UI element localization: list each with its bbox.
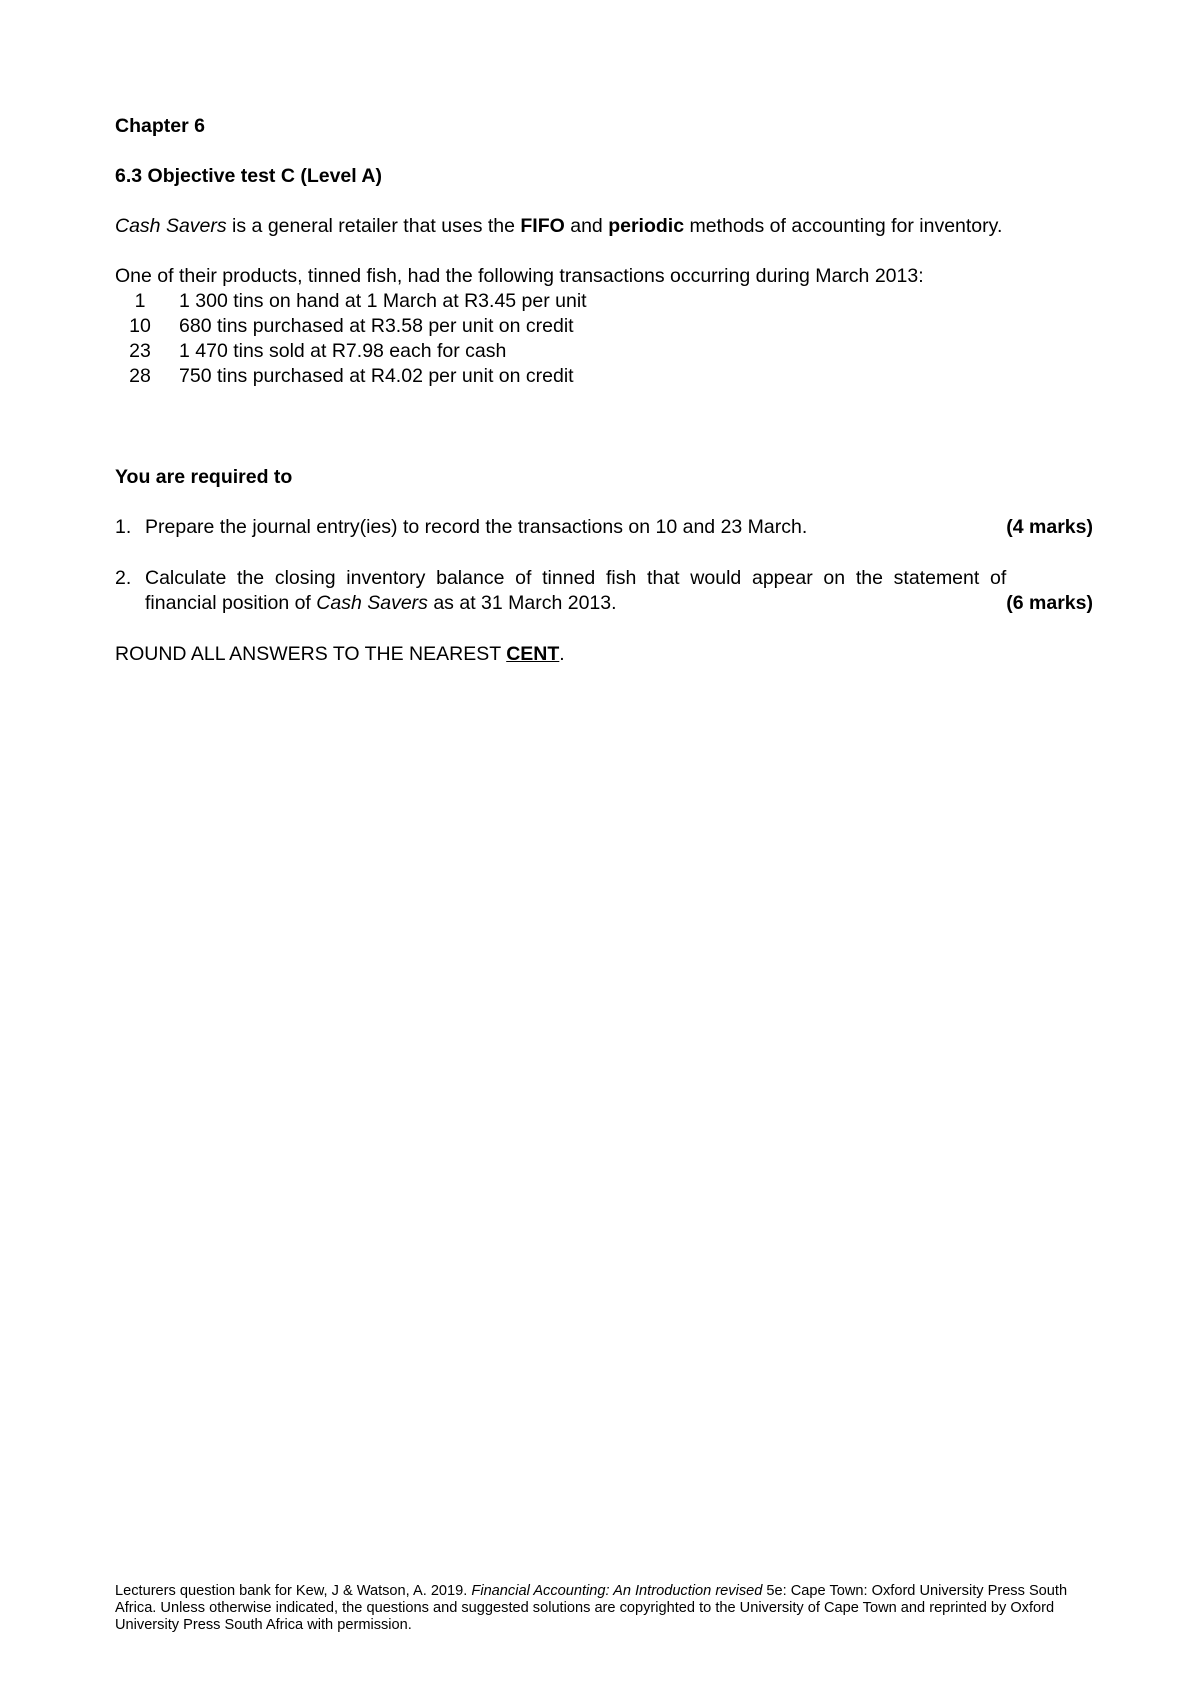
rounding-text: ROUND ALL ANSWERS TO THE NEAREST — [115, 643, 507, 665]
transaction-day: 10 — [129, 315, 151, 337]
company-name: Cash Savers — [115, 215, 227, 237]
chapter-heading: Chapter 6 — [115, 115, 205, 137]
section-title: 6.3 Objective test C (Level A) — [115, 165, 382, 187]
footer-text-2: 5e: Cape Town: Oxford University Press South Africa. Unless otherwise indicated, the questions and suggested solutions are copyrighted to the University of Cape Town and reprinted by Oxford University Press South Africa with permission. — [115, 1583, 1068, 1633]
footer-book-title: Financial Accounting: An Introduction revised — [471, 1583, 763, 1599]
transaction-row — [115, 289, 1093, 314]
transaction-day: 23 — [129, 340, 151, 362]
page-footer — [115, 1583, 1090, 1634]
transaction-text: 680 tins purchased at R3.58 per unit on credit — [179, 315, 574, 337]
task-number: 1. — [115, 516, 132, 538]
task-line — [145, 566, 1093, 616]
task-number: 2. — [115, 567, 132, 589]
intro-paragraph — [115, 214, 1093, 239]
rounding-note — [115, 642, 1093, 667]
required-heading: You are required to — [115, 466, 293, 488]
transaction-text: 1 300 tins on hand at 1 March at R3.45 per unit — [179, 290, 587, 312]
transactions-list — [115, 289, 1093, 389]
task-text — [145, 566, 1006, 616]
transaction-day: 28 — [129, 365, 151, 387]
task-marks: (4 marks) — [1006, 516, 1093, 538]
transaction-row — [115, 364, 1093, 389]
task-body — [145, 515, 1093, 540]
task-text-a: Calculate the closing inventory balance of tinned fish that would appear on the statement of financial position of — [145, 567, 1007, 614]
transaction-text: 750 tins purchased at R4.02 per unit on credit — [179, 365, 574, 387]
task-line — [145, 515, 1093, 540]
transaction-row — [115, 339, 1093, 364]
company-name: Cash Savers — [316, 592, 428, 614]
document-content — [115, 114, 1093, 667]
transactions-intro: One of their products, tinned fish, had the following transactions occurring during March 2013: — [115, 265, 924, 287]
intro-text-1: is a general retailer that uses the — [226, 215, 521, 237]
task-1 — [115, 515, 1093, 540]
task-2 — [115, 566, 1093, 616]
task-marks: (6 marks) — [1006, 592, 1093, 614]
fifo-term: FIFO — [520, 215, 565, 237]
intro-text-3: methods of accounting for inventory. — [684, 215, 1003, 237]
task-body — [145, 566, 1093, 616]
transaction-row — [115, 314, 1093, 339]
transaction-day: 1 — [134, 290, 146, 312]
periodic-term: periodic — [608, 215, 685, 237]
footer-text-1: Lecturers question bank for Kew, J & Watson, A. 2019. — [115, 1583, 472, 1599]
task-text: Prepare the journal entry(ies) to record the transactions on 10 and 23 March. — [145, 516, 808, 538]
rounding-end: . — [559, 643, 565, 665]
intro-text-2: and — [564, 215, 609, 237]
transaction-text: 1 470 tins sold at R7.98 each for cash — [179, 340, 507, 362]
task-text-b: as at 31 March 2013. — [427, 592, 617, 614]
rounding-emphasis: CENT — [506, 643, 560, 665]
